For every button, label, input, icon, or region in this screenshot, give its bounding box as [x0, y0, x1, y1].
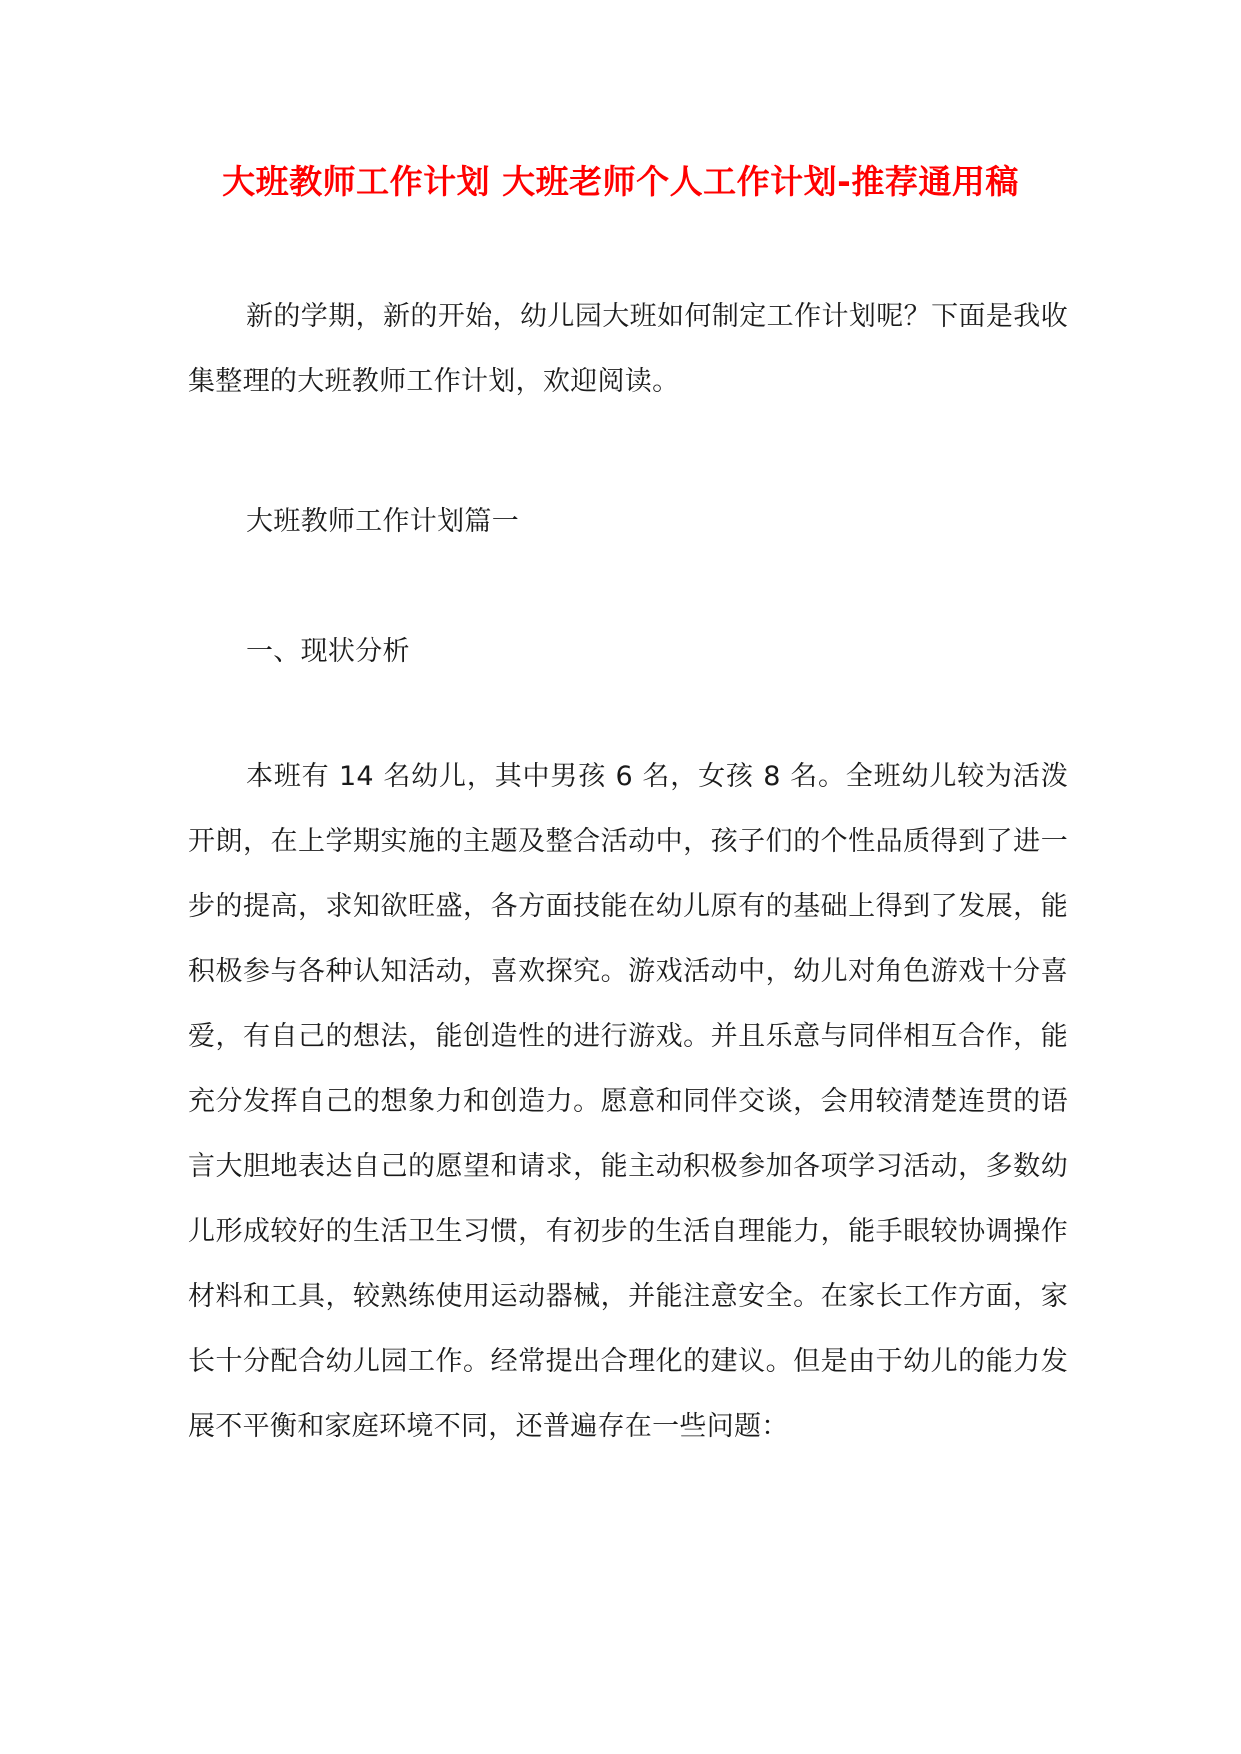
subsection-heading: 一、现状分析 — [246, 636, 410, 667]
intro-paragraph: 新的学期，新的开始，幼儿园大班如何制定工作计划呢？下面是我收集整理的大班教师工作计划，欢迎阅读。 — [188, 301, 1068, 397]
section-heading: 大班教师工作计划篇一 — [246, 506, 519, 537]
document-title: 大班教师工作计划 大班老师个人工作计划-推荐通用稿 — [222, 162, 1019, 201]
body-paragraph: 本班有 14 名幼儿，其中男孩 6 名，女孩 8 名。全班幼儿较为活泼开朗，在上学期实施的主题及整合活动中，孩子们的个性品质得到了进一步的提高，求知欲旺盛，各方面技能在幼儿原有的基础上得到了发展，能积极参与各种认知活动，喜欢探究。游戏活动中，幼儿对角色游戏十分喜爱，有自己的想法，能创造性的进行游戏。并且乐意与同伴相互合作，能充分发挥自己的想象力和创造力。愿意和同伴交谈，会用较清楚连贯的语言大胆地表达自己的愿望和请求，能主动积极参加各项学习活动，多数幼儿形成较好的生活卫生习惯，有初步的生活自理能力，能手眼较协调操作材料和工具，较熟练使用运动器械，并能注意安全。在家长工作方面，家长十分配合幼儿园工作。经常提出合理化的建议。但是由于幼儿的能力发展不平衡和家庭环境不同，还普遍存在一些问题： — [188, 761, 1068, 1442]
